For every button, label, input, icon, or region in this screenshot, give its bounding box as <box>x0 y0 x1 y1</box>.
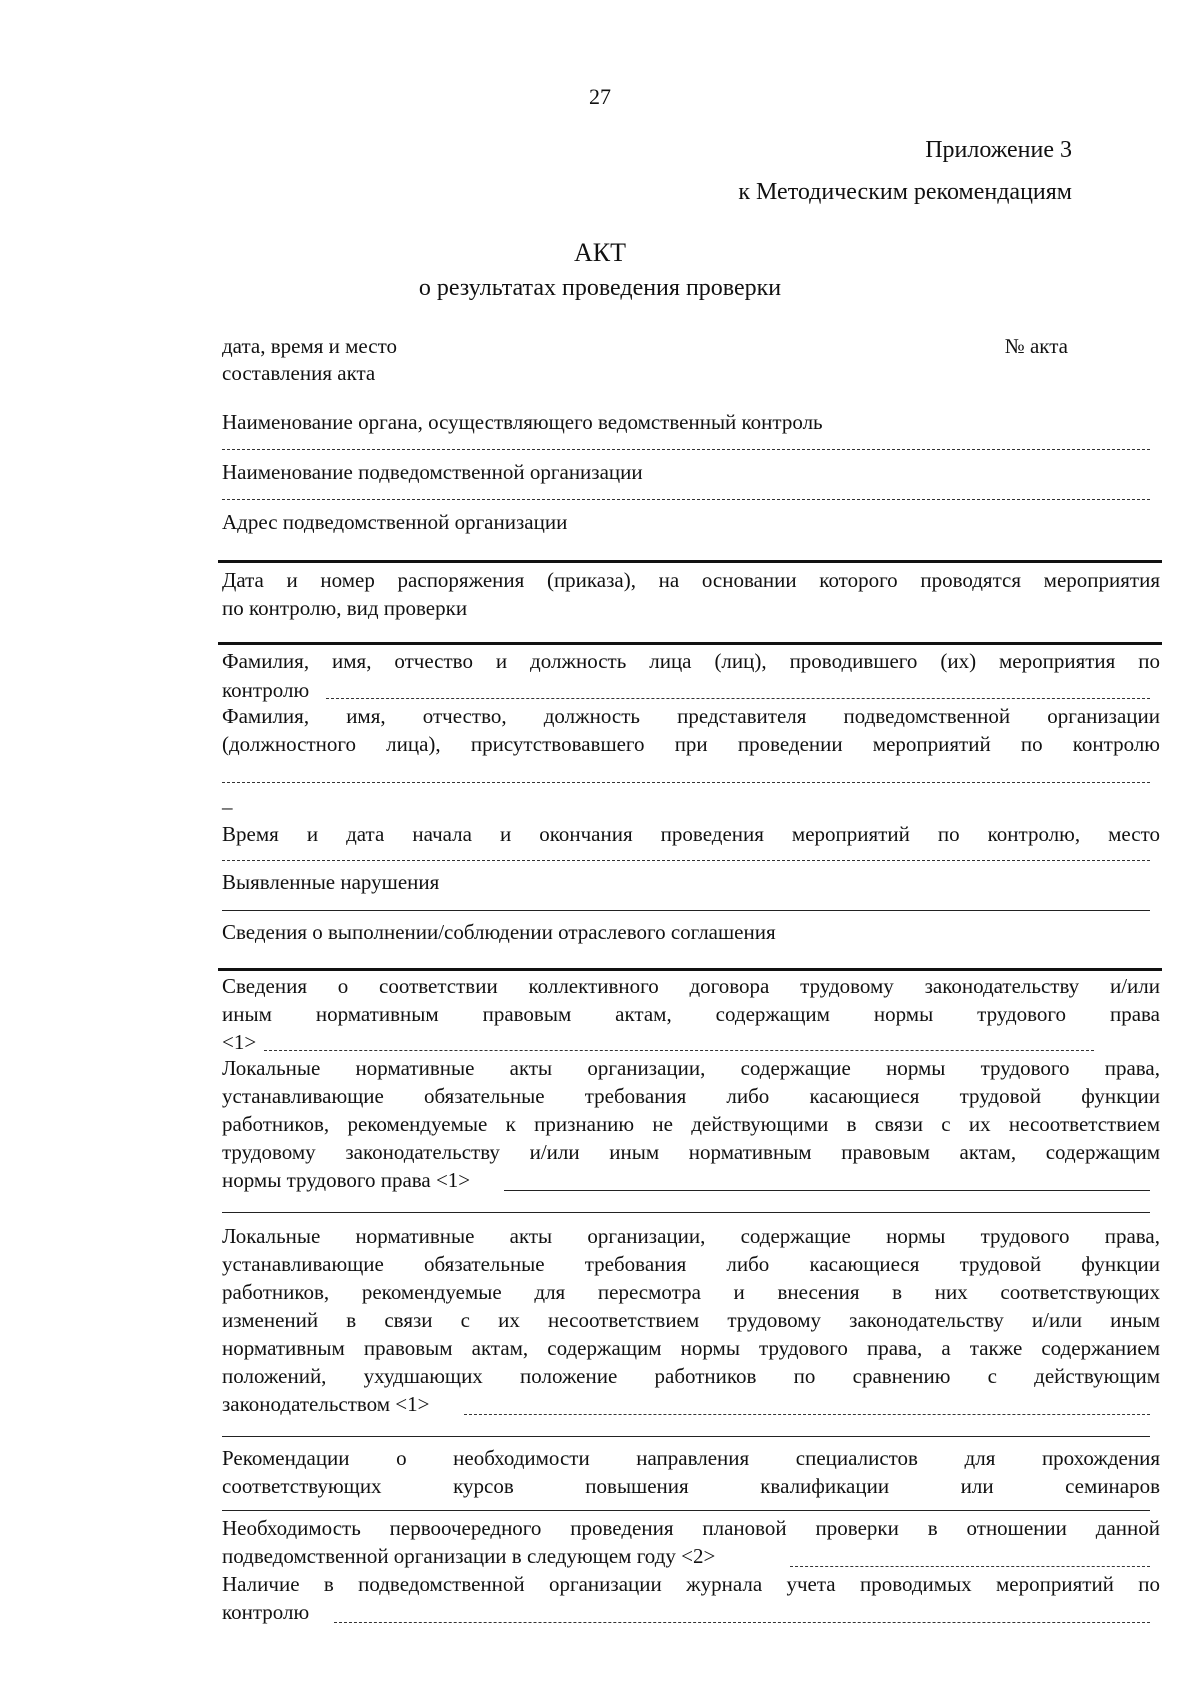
appendix-line-1: Приложение 3 <box>925 137 1072 163</box>
collective-line-1: Сведения о соответствии коллективного договора трудовому законодательству и/или <box>222 974 1160 998</box>
time-place-label: Время и дата начала и окончания проведения мероприятий по контролю, место <box>222 822 1160 846</box>
appendix-line-2: к Методическим рекомендациям <box>738 179 1072 205</box>
local-acts-revise-line <box>222 1436 1150 1437</box>
representative-fill-line <box>222 782 1150 783</box>
order-date-line-2: по контролю, вид проверки <box>222 596 468 620</box>
local-acts-revise-fill-line <box>464 1414 1150 1415</box>
representative-line-2: (должностного лица), присутствовавшего при проведении мероприятий по контролю <box>222 732 1160 756</box>
representative-line-1: Фамилия, имя, отчество, должность представителя подведомственной организации <box>222 704 1160 728</box>
document-subtitle: о результатах проведения проверки <box>418 275 782 301</box>
journal-line-1: Наличие в подведомственной организации журнала учета проводимых мероприятий по <box>222 1572 1160 1596</box>
representative-dash: _ <box>222 788 233 812</box>
collective-line-3: <1> <box>222 1030 257 1054</box>
journal-line-2: контролю <box>222 1600 310 1624</box>
inspector-line-1: Фамилия, имя, отчество и должность лица (лиц), проводившего (их) мероприятия по <box>222 649 1160 673</box>
local-acts-invalid-line <box>222 1212 1150 1213</box>
org-address-line <box>218 560 1162 563</box>
document-title: АКТ <box>574 238 626 267</box>
order-date-line <box>218 642 1162 645</box>
time-place-line <box>222 860 1150 861</box>
priority-check-line-1: Необходимость первоочередного проведения плановой проверки в отношении данной <box>222 1516 1160 1540</box>
org-address-label: Адрес подведомственной организации <box>222 510 568 534</box>
inspector-line-2: контролю <box>222 678 310 702</box>
local-acts-revise-line-1: Локальные нормативные акты организации, содержащие нормы трудового права, <box>222 1224 1160 1248</box>
subordinate-org-line <box>222 499 1150 500</box>
order-date-line-1: Дата и номер распоряжения (приказа), на основании которого проводятся мероприятия <box>222 568 1160 592</box>
local-acts-revise-line-6: положений, ухудшающих положение работников по сравнению с действующим <box>222 1364 1160 1388</box>
recommendations-line-1: Рекомендации о необходимости направления специалистов для прохождения <box>222 1446 1160 1470</box>
priority-check-fill-line <box>790 1566 1150 1567</box>
collective-line-2: иным нормативным правовым актам, содержащим нормы трудового права <box>222 1002 1160 1026</box>
local-acts-invalid-line-1: Локальные нормативные акты организации, содержащие нормы трудового права, <box>222 1056 1160 1080</box>
control-body-line <box>222 449 1150 450</box>
agreement-line <box>218 968 1162 971</box>
priority-check-line-2: подведомственной организации в следующем году <2> <box>222 1544 716 1568</box>
local-acts-revise-line-3: работников, рекомендуемые для пересмотра и внесения в них соответствующих <box>222 1280 1160 1304</box>
act-number: № акта <box>1004 334 1068 358</box>
local-acts-revise-line-5: нормативным правовым актам, содержащим нормы трудового права, а также содержанием <box>222 1336 1160 1360</box>
inspector-fill-line <box>326 698 1150 699</box>
local-acts-revise-line-4: изменений в связи с их несоответствием трудовому законодательству и/или иным <box>222 1308 1160 1332</box>
date-place-line-1: дата, время и место <box>222 334 397 358</box>
collective-fill-line <box>264 1050 1094 1051</box>
recommendations-line-2: соответствующих курсов повышения квалификации или семинаров <box>222 1474 1160 1498</box>
local-acts-invalid-line-3: работников, рекомендуемые к признанию не действующими в связи с их несоответствием <box>222 1112 1160 1136</box>
local-acts-revise-line-2: устанавливающие обязательные требования либо касающиеся трудовой функции <box>222 1252 1160 1276</box>
date-place-line-2: составления акта <box>222 361 376 385</box>
local-acts-invalid-line-2: устанавливающие обязательные требования либо касающиеся трудовой функции <box>222 1084 1160 1108</box>
recommendations-line <box>222 1510 1150 1511</box>
agreement-label: Сведения о выполнении/соблюдении отраслевого соглашения <box>222 920 776 944</box>
journal-fill-line <box>334 1622 1150 1623</box>
local-acts-invalid-fill-line <box>504 1190 1150 1191</box>
violations-label: Выявленные нарушения <box>222 870 440 894</box>
local-acts-invalid-line-5: нормы трудового права <1> <box>222 1168 471 1192</box>
subordinate-org-label: Наименование подведомственной организации <box>222 460 643 484</box>
local-acts-revise-line-7: законодательством <1> <box>222 1392 430 1416</box>
page-number: 27 <box>589 84 611 109</box>
local-acts-invalid-line-4: трудовому законодательству и/или иным нормативным правовым актам, содержащим <box>222 1140 1160 1164</box>
violations-line <box>222 910 1150 911</box>
control-body-label: Наименование органа, осуществляющего ведомственный контроль <box>222 410 823 434</box>
